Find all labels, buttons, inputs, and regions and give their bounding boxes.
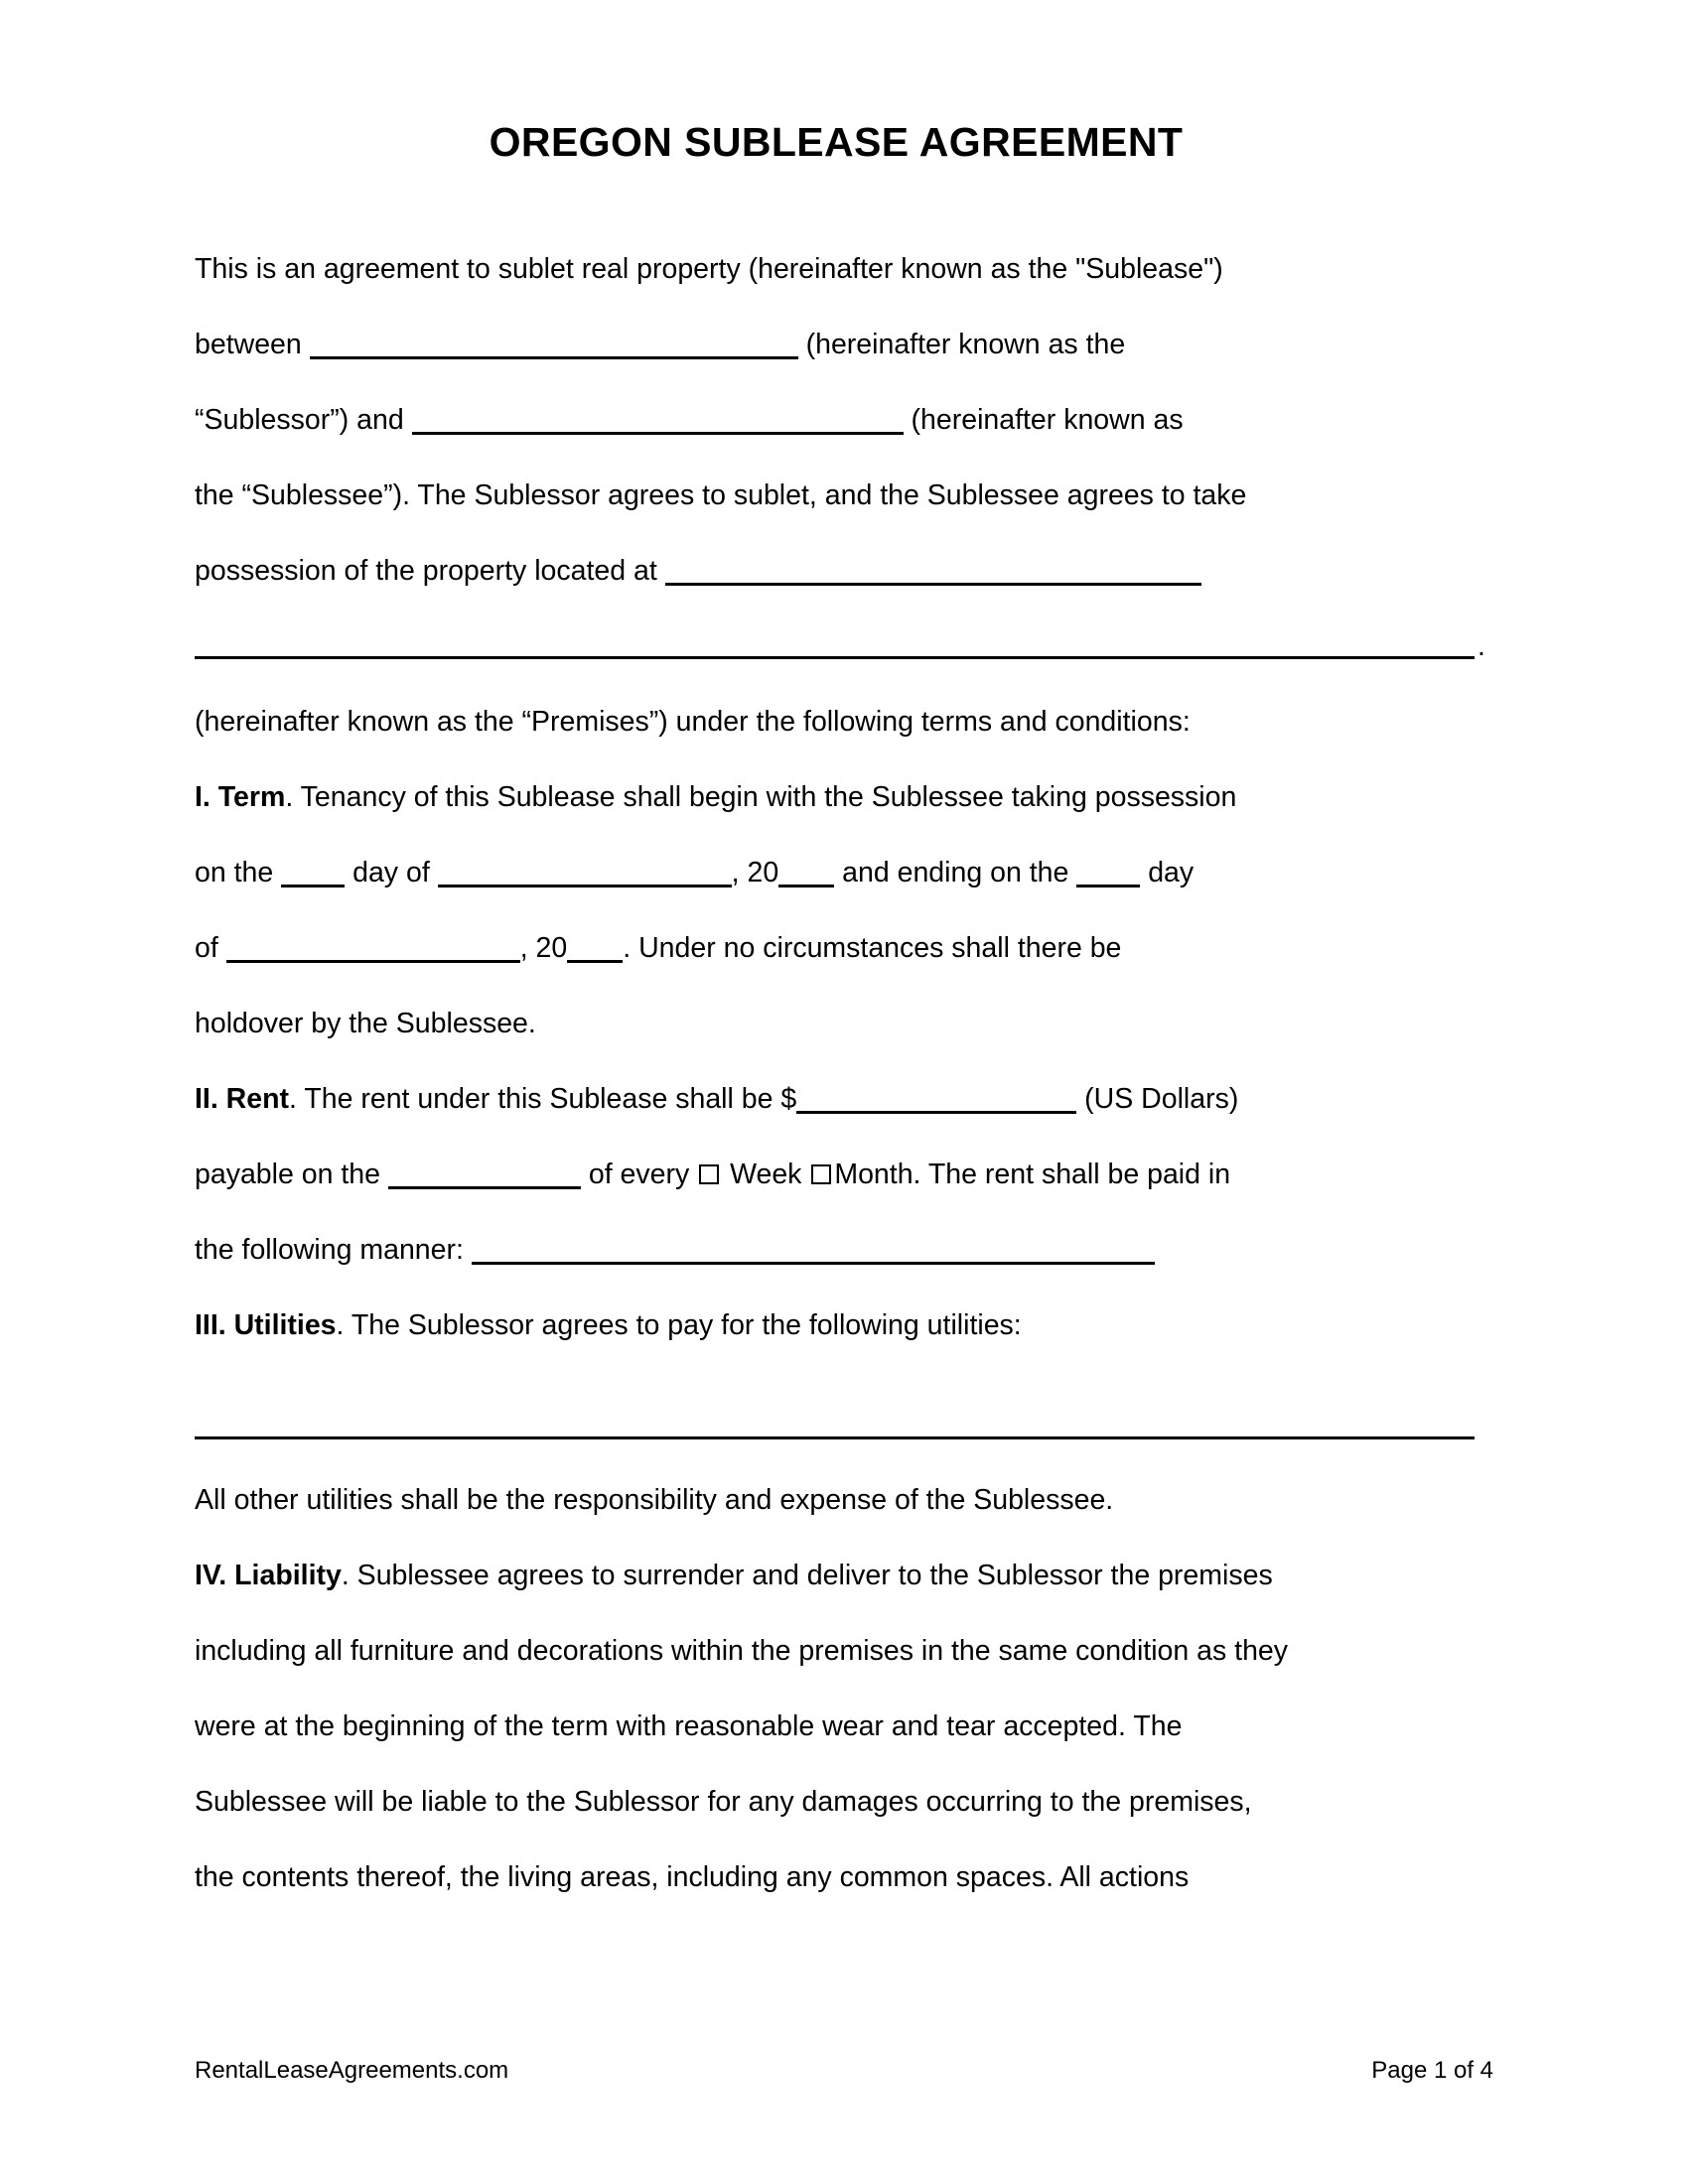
section-liability-heading-text: . Sublessee agrees to surrender and deliver to the Sublessor the premises bbox=[341, 1560, 1273, 1591]
intro-line-5 bbox=[195, 533, 1477, 609]
section-utilities-heading-line bbox=[195, 1288, 1477, 1363]
term-start-year-prefix: , 20 bbox=[731, 857, 779, 888]
liability-line-2 bbox=[195, 1613, 1477, 1689]
term-start-day-blank[interactable] bbox=[281, 863, 345, 887]
utilities-closing-text: All other utilities shall be the responsibility and expense of the Sublessee. bbox=[195, 1484, 1114, 1516]
rent-amount-blank[interactable] bbox=[796, 1089, 1076, 1114]
term-on-the-label: on the bbox=[195, 857, 274, 888]
checkbox-month[interactable] bbox=[811, 1164, 831, 1184]
section-utilities-heading-text: . The Sublessor agrees to pay for the following utilities: bbox=[336, 1309, 1022, 1341]
intro-line-2-tail: (hereinafter known as the bbox=[805, 329, 1126, 360]
term-start-month-blank[interactable] bbox=[438, 863, 732, 887]
rent-manner-label: the following manner: bbox=[195, 1234, 464, 1266]
premises-definition-line bbox=[195, 684, 1477, 759]
page-title: OREGON SUBLEASE AGREEMENT bbox=[489, 119, 1184, 165]
page-footer bbox=[195, 2057, 1493, 2085]
intro-line-1 bbox=[195, 231, 1477, 307]
sublessee-name-blank[interactable] bbox=[412, 410, 904, 435]
liability-line-4-text: Sublessee will be liable to the Sublessor for any damages occurring to the premises, bbox=[195, 1786, 1252, 1818]
intro-line-3-tail: (hereinafter known as bbox=[911, 404, 1184, 436]
property-located-label: possession of the property located at bbox=[195, 555, 657, 587]
rent-payable-label: payable on the bbox=[195, 1159, 380, 1190]
rent-manner-line bbox=[195, 1212, 1477, 1288]
term-day-label: day bbox=[1148, 857, 1195, 888]
term-end-date-line bbox=[195, 910, 1477, 986]
term-start-year-blank[interactable] bbox=[778, 863, 834, 887]
premises-definition-text: (hereinafter known as the “Premises”) under the following terms and conditions: bbox=[195, 706, 1191, 738]
liability-line-4 bbox=[195, 1764, 1477, 1840]
liability-line-3-text: were at the beginning of the term with reasonable wear and tear accepted. The bbox=[195, 1710, 1183, 1742]
term-holdover-line bbox=[195, 986, 1477, 1061]
section-utilities-label: III. Utilities bbox=[195, 1309, 337, 1341]
liability-line-5 bbox=[195, 1840, 1477, 1915]
rent-of-every-label: of every bbox=[588, 1159, 690, 1190]
sublessor-name-blank[interactable] bbox=[310, 335, 798, 359]
checkbox-week[interactable] bbox=[699, 1164, 719, 1184]
term-of-label: of bbox=[195, 932, 218, 964]
term-day-of-label: day of bbox=[352, 857, 430, 888]
rent-week-label: Week bbox=[730, 1159, 802, 1190]
intro-line-4-text: the “Sublessee”). The Sublessor agrees to sublet, and the Sublessee agrees to take bbox=[195, 479, 1247, 511]
liability-line-2-text: including all furniture and decorations within the premises in the same condition as they bbox=[195, 1635, 1289, 1667]
rent-manner-blank[interactable] bbox=[472, 1240, 1155, 1265]
rent-paid-in-label: The rent shall be paid in bbox=[927, 1159, 1231, 1190]
address-trailing-period: . bbox=[1477, 630, 1485, 662]
term-end-day-blank[interactable] bbox=[1076, 863, 1140, 887]
term-ending-label: and ending on the bbox=[842, 857, 1069, 888]
term-end-month-blank[interactable] bbox=[226, 938, 520, 963]
term-holdover-intro: . Under no circumstances shall there be bbox=[623, 932, 1122, 964]
document-content bbox=[195, 0, 1485, 1915]
intro-line-3 bbox=[195, 382, 1477, 458]
agreement-body bbox=[195, 231, 1485, 1915]
term-end-year-blank[interactable] bbox=[567, 938, 623, 963]
liability-line-5-text: the contents thereof, the living areas, including any common spaces. All actions bbox=[195, 1861, 1190, 1893]
rent-due-day-blank[interactable] bbox=[388, 1164, 581, 1189]
section-rent-label: II. Rent bbox=[195, 1083, 290, 1115]
section-term-label: I. Term bbox=[195, 781, 286, 813]
property-address-blank-line1[interactable] bbox=[665, 561, 1201, 586]
footer-page-number: Page 1 of 4 bbox=[1371, 2057, 1493, 2084]
term-end-year-prefix: , 20 bbox=[519, 932, 568, 964]
intro-line-1-text: This is an agreement to sublet real property (hereinafter known as the "Sublease") bbox=[195, 253, 1223, 285]
term-holdover-text: holdover by the Sublessee. bbox=[195, 1008, 536, 1039]
section-liability-heading-line bbox=[195, 1538, 1477, 1613]
rent-month-label: Month. bbox=[834, 1159, 921, 1190]
utilities-closing-line bbox=[195, 1462, 1477, 1538]
footer-site-name: RentalLeaseAgreements.com bbox=[195, 2057, 509, 2084]
section-rent-heading-text: . The rent under this Sublease shall be $ bbox=[289, 1083, 797, 1115]
intro-line-4 bbox=[195, 458, 1477, 533]
rent-currency-note: (US Dollars) bbox=[1084, 1083, 1239, 1115]
utilities-blank-row bbox=[195, 1363, 1477, 1462]
section-term-heading-line bbox=[195, 759, 1477, 835]
property-address-row-2 bbox=[195, 609, 1485, 684]
property-address-blank-line2[interactable] bbox=[195, 656, 1475, 659]
section-term-heading-text: . Tenancy of this Sublease shall begin with the Sublessee taking possession bbox=[285, 781, 1237, 813]
rent-schedule-line bbox=[195, 1137, 1477, 1212]
intro-line-2 bbox=[195, 307, 1477, 382]
term-start-date-line bbox=[195, 835, 1477, 910]
liability-line-3 bbox=[195, 1689, 1477, 1764]
sublessor-term-label: “Sublessor”) and bbox=[195, 404, 404, 436]
utilities-blank[interactable] bbox=[195, 1436, 1475, 1439]
section-rent-heading-line bbox=[195, 1061, 1477, 1137]
section-liability-label: IV. Liability bbox=[195, 1560, 342, 1591]
between-label: between bbox=[195, 329, 302, 360]
